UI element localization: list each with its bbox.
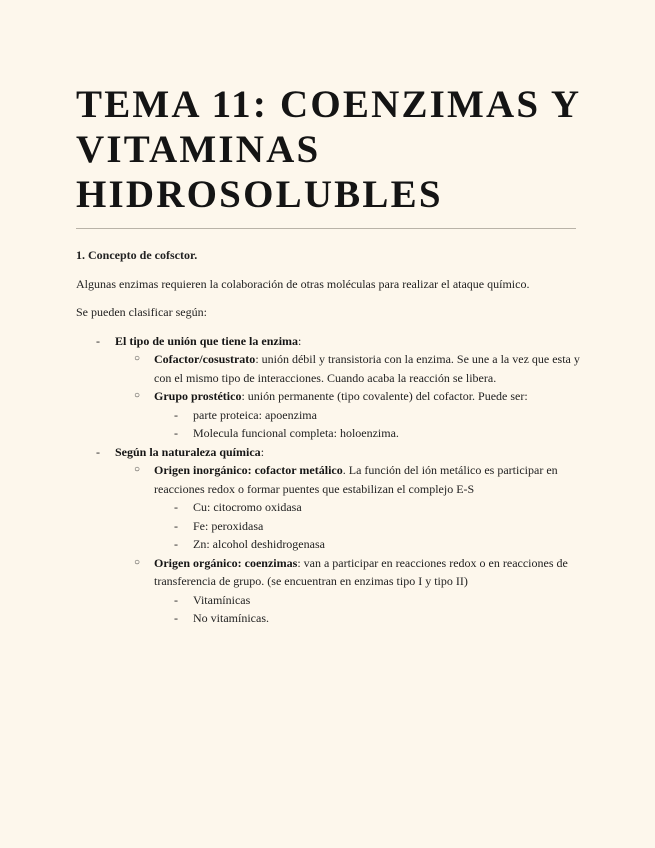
sub-item-label: Origen orgánico: coenzimas <box>154 555 298 570</box>
dash-bullet: - <box>174 537 178 551</box>
list-item <box>76 443 586 628</box>
sub-sub-list-item <box>154 609 586 628</box>
sub-list <box>115 461 586 628</box>
sub-sub-list-item <box>154 517 586 536</box>
sub-list-item <box>115 350 586 387</box>
list-item-suffix: : <box>298 333 302 348</box>
sub-list-item <box>115 461 586 554</box>
sub-sub-list-item <box>154 498 586 517</box>
dash-bullet: - <box>174 592 178 607</box>
section-heading: 1. Concepto de cofsctor. <box>76 248 198 262</box>
sub-sub-item-text: parte proteica: apoenzima <box>193 407 317 422</box>
intro-paragraph: Algunas enzimas requieren la colaboración de otras moléculas para realizar el ataque químico. <box>76 276 530 291</box>
title-divider <box>76 228 576 229</box>
list-item <box>76 332 586 443</box>
sub-sub-item-text: Zn: alcohol deshidrogenasa <box>193 537 325 551</box>
dash-bullet: - <box>174 611 178 625</box>
circle-bullet-icon: ○ <box>134 353 141 364</box>
sub-list-item <box>115 554 586 628</box>
circle-bullet-icon: ○ <box>134 556 141 568</box>
sub-sub-item-text: No vitamínicas. <box>193 611 269 625</box>
sub-sub-list-item <box>154 406 586 425</box>
title-line-1: TEMA 11: COENZIMAS Y <box>76 83 582 126</box>
sub-sub-list-item <box>154 424 586 443</box>
dash-bullet: - <box>174 500 178 514</box>
sub-sub-item-text: Fe: peroxidasa <box>193 518 264 533</box>
list-item-suffix: : <box>260 444 265 459</box>
sub-item-text: : unión débil y transistoria con la enzima. Se une a la vez que esta y con el mismo tipo de interacciones. Cuando acaba la reacción se libera. <box>154 352 580 385</box>
title-line-3: HIDROSOLUBLES <box>76 173 443 216</box>
page-title <box>76 82 596 217</box>
circle-bullet-icon: ○ <box>134 464 141 475</box>
sub-sub-list-item <box>154 591 586 610</box>
sub-list-item <box>115 387 586 443</box>
dash-bullet: - <box>174 518 178 533</box>
classification-paragraph: Se pueden clasificar según: <box>76 305 207 319</box>
sub-item-label: Cofactor/cosustrato <box>154 352 256 366</box>
circle-bullet-icon: ○ <box>134 390 141 401</box>
sub-item-label: Origen inorgánico: cofactor metálico <box>154 463 343 477</box>
sub-item-text: . La función del ión metálico es participar en reacciones redox o formar puentes que estabilizan el complejo E-S <box>154 463 558 496</box>
sub-sub-item-text: Molecula funcional completa: holoenzima. <box>193 426 399 440</box>
classification-list <box>76 332 586 628</box>
sub-item-text: : van a participar en reacciones redox o en reacciones de transferencia de grupo. (se encuentran en enzimas tipo I y tipo II) <box>154 555 568 588</box>
sub-sub-list <box>154 591 586 628</box>
sub-sub-list <box>154 406 586 443</box>
dash-bullet: - <box>96 333 100 348</box>
list-item-label: El tipo de unión que tiene la enzima <box>115 333 299 348</box>
document-body <box>76 246 586 628</box>
dash-bullet: - <box>174 426 178 440</box>
sub-sub-item-text: Cu: citocromo oxidasa <box>193 500 302 514</box>
sub-list <box>115 350 586 443</box>
dash-bullet: - <box>96 444 100 459</box>
title-line-2: VITAMINAS <box>76 128 321 171</box>
sub-item-label: Grupo prostético <box>154 389 242 403</box>
sub-sub-item-text: Vitamínicas <box>193 592 251 607</box>
list-item-label: Según la naturaleza química <box>115 444 261 459</box>
sub-sub-list <box>154 498 586 554</box>
dash-bullet: - <box>174 407 178 422</box>
sub-sub-list-item <box>154 535 586 554</box>
sub-item-text: : unión permanente (tipo covalente) del cofactor. Puede ser: <box>241 389 528 403</box>
